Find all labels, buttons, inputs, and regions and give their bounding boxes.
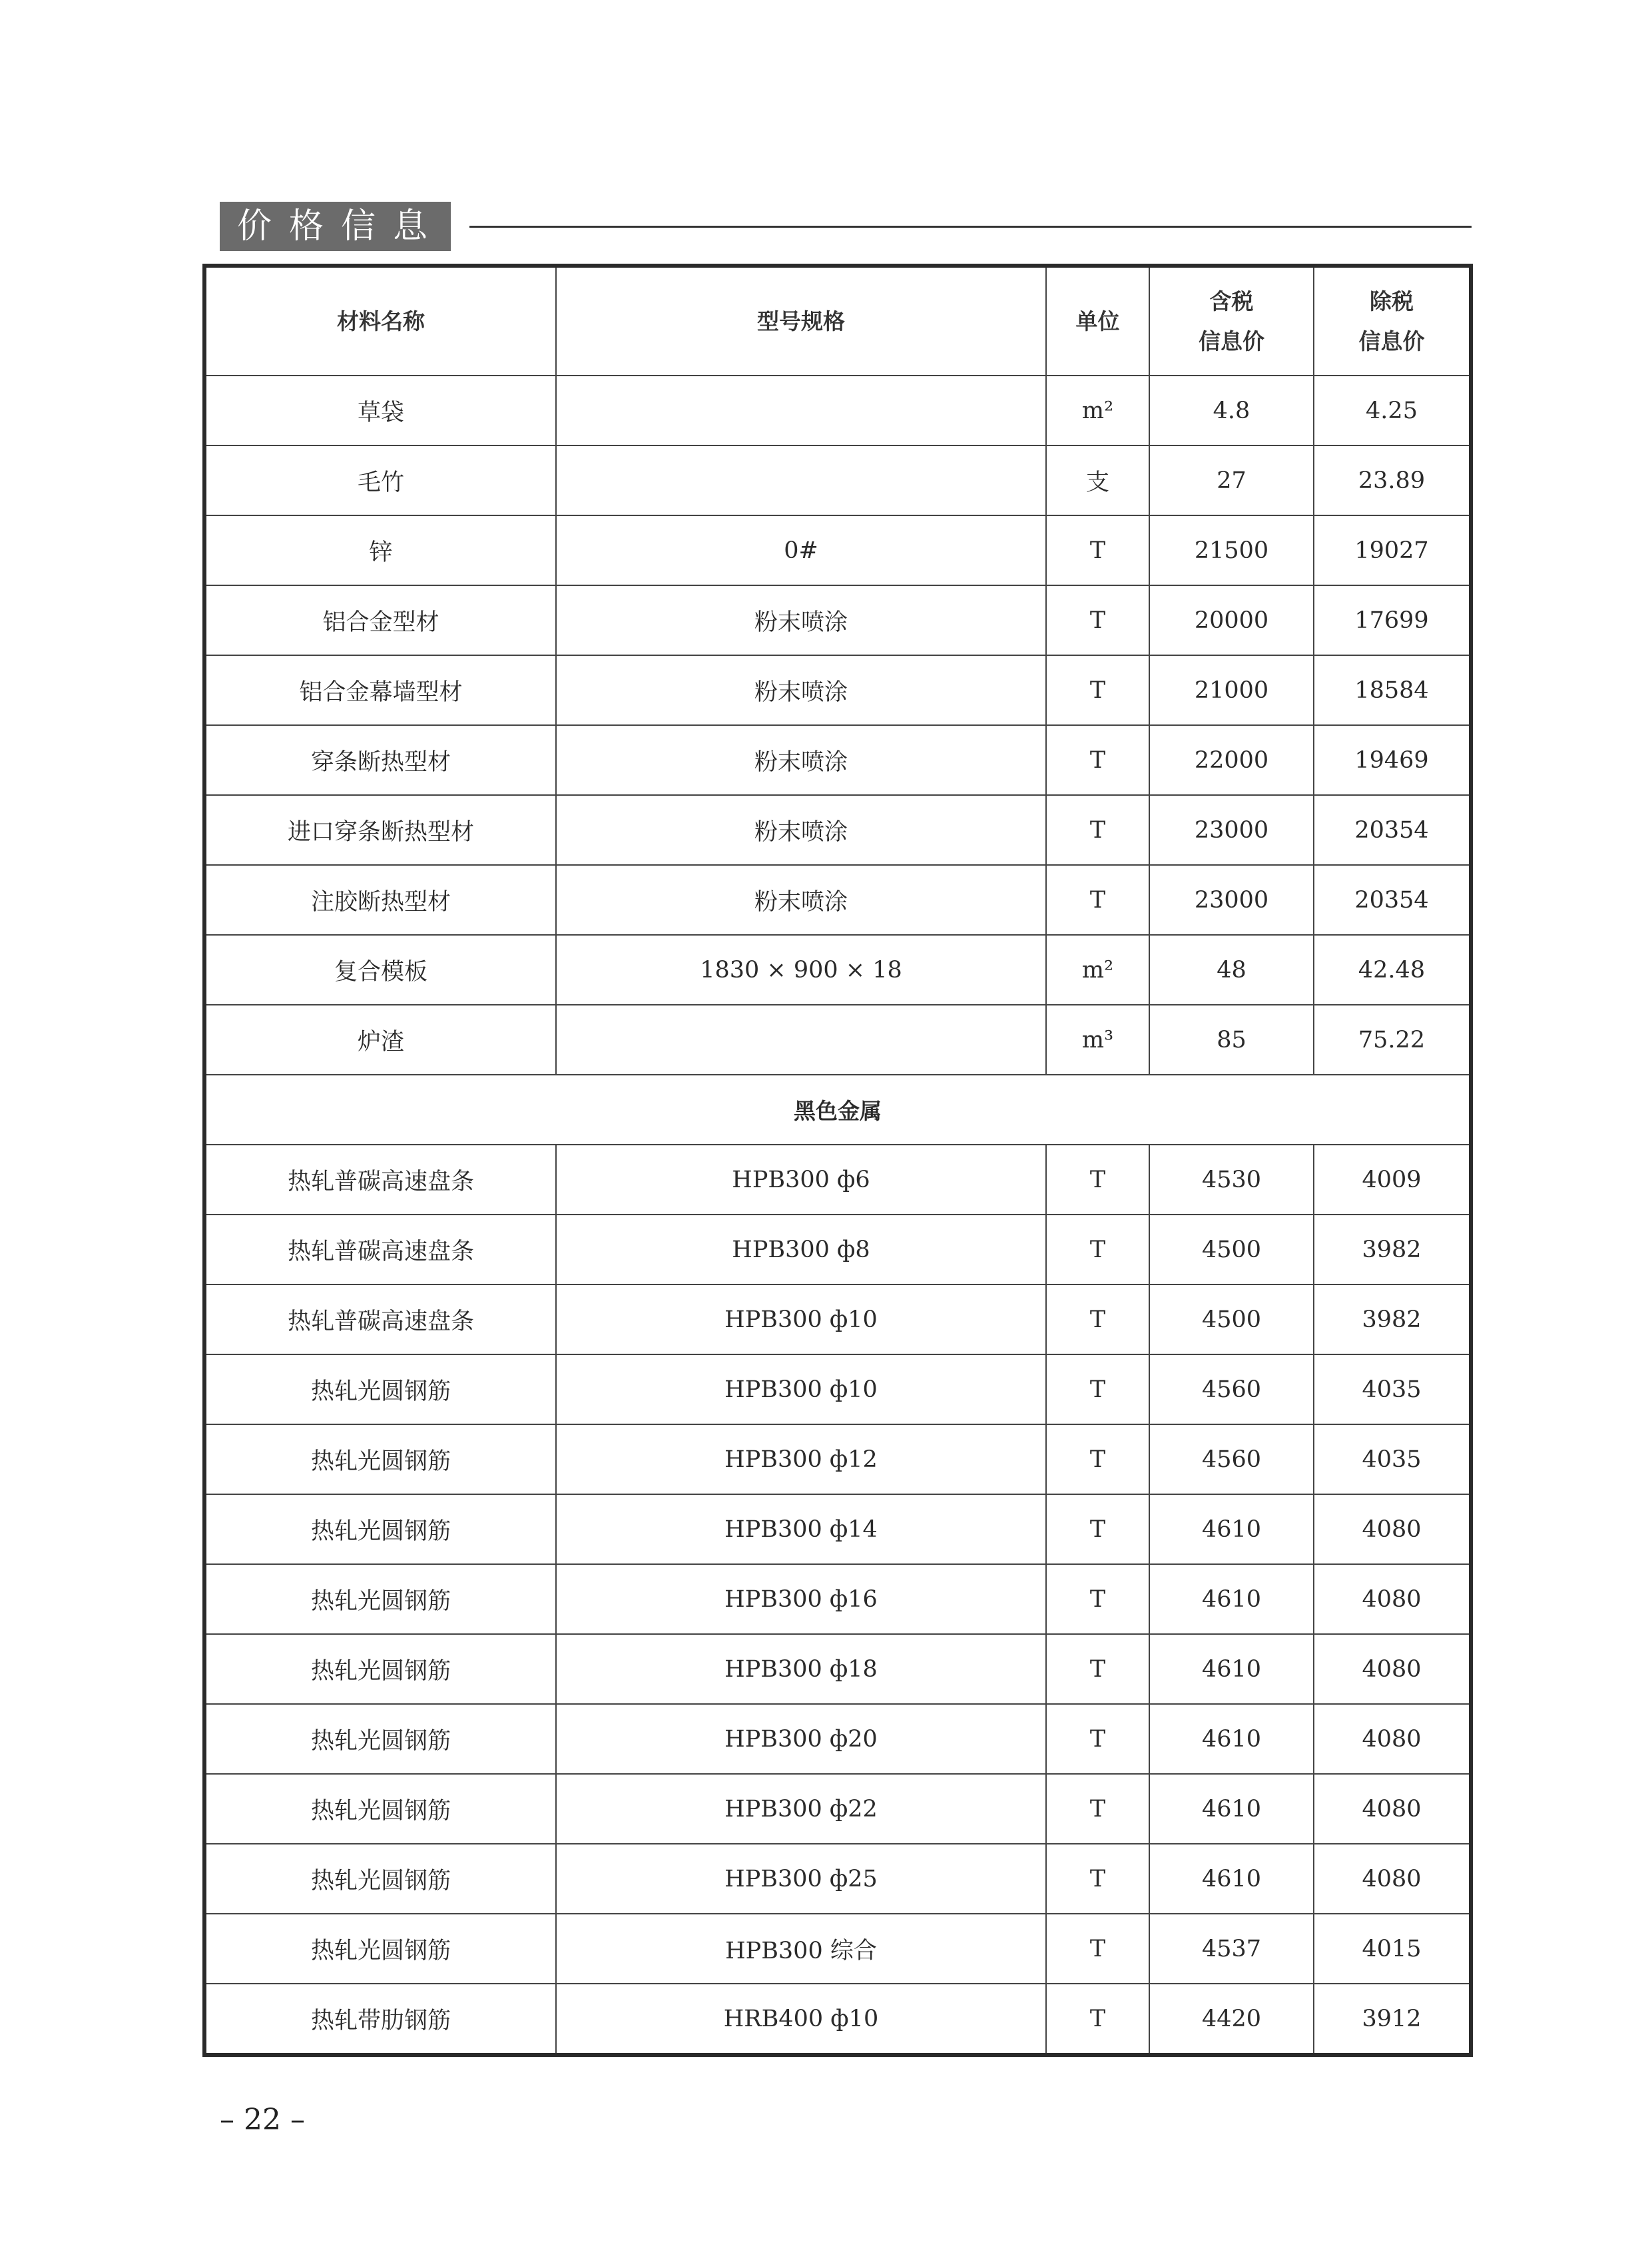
table-row [206,1494,1469,1564]
table-row [206,445,1469,515]
cell-price-with-tax: 27 [1149,445,1314,515]
cell-spec: HPB300 ф20 [556,1704,1046,1774]
table-row [206,1984,1469,2053]
cell-unit: T [1046,1424,1149,1494]
cell-price-with-tax: 4500 [1149,1284,1314,1354]
table-row [206,935,1469,1005]
table-row [206,865,1469,935]
cell-price-without-tax: 4015 [1314,1914,1469,1984]
cell-spec: HPB300 综合 [556,1914,1046,1984]
cell-price-without-tax: 4035 [1314,1354,1469,1424]
cell-spec: HPB300 ф10 [556,1354,1046,1424]
cell-price-with-tax: 21500 [1149,515,1314,585]
table-row [206,725,1469,795]
cell-material-name: 热轧带肋钢筋 [206,1984,556,2053]
table-row [206,376,1469,445]
cell-unit: T [1046,1215,1149,1284]
cell-unit: T [1046,515,1149,585]
column-header-spec: 型号规格 [556,268,1046,376]
cell-price-with-tax: 48 [1149,935,1314,1005]
table-header-row [206,268,1469,376]
cell-material-name: 毛竹 [206,445,556,515]
cell-unit: T [1046,1564,1149,1634]
section-label: 黑色金属 [206,1075,1469,1145]
cell-material-name: 热轧光圆钢筋 [206,1424,556,1494]
header-rule [469,226,1472,228]
cell-material-name: 热轧光圆钢筋 [206,1354,556,1424]
table-row [206,1424,1469,1494]
cell-unit: T [1046,725,1149,795]
cell-material-name: 穿条断热型材 [206,725,556,795]
cell-material-name: 铝合金型材 [206,585,556,655]
cell-material-name: 复合模板 [206,935,556,1005]
cell-price-without-tax: 20354 [1314,865,1469,935]
cell-spec: HPB300 ф10 [556,1284,1046,1354]
table-row [206,655,1469,725]
cell-price-with-tax: 4610 [1149,1844,1314,1914]
cell-material-name: 草袋 [206,376,556,445]
cell-price-with-tax: 4610 [1149,1774,1314,1844]
cell-price-without-tax: 4035 [1314,1424,1469,1494]
cell-price-with-tax: 4610 [1149,1634,1314,1704]
cell-unit: T [1046,585,1149,655]
cell-unit: T [1046,1984,1149,2053]
cell-price-without-tax: 3982 [1314,1215,1469,1284]
cell-price-with-tax: 85 [1149,1005,1314,1075]
cell-price-without-tax: 3912 [1314,1984,1469,2053]
cell-price-with-tax: 4560 [1149,1354,1314,1424]
table-row [206,1914,1469,1984]
table-row [206,1284,1469,1354]
page-number: – 22 – [220,2103,305,2137]
cell-price-with-tax: 4500 [1149,1215,1314,1284]
cell-spec: HPB300 ф18 [556,1634,1046,1704]
cell-material-name: 铝合金幕墙型材 [206,655,556,725]
cell-price-with-tax: 23000 [1149,795,1314,865]
cell-material-name: 热轧普碳高速盘条 [206,1215,556,1284]
cell-price-without-tax: 4080 [1314,1774,1469,1844]
cell-unit: T [1046,795,1149,865]
cell-spec: 粉末喷涂 [556,865,1046,935]
cell-price-without-tax: 19027 [1314,515,1469,585]
cell-unit: T [1046,1284,1149,1354]
cell-material-name: 锌 [206,515,556,585]
cell-material-name: 热轧光圆钢筋 [206,1914,556,1984]
cell-unit: T [1046,1494,1149,1564]
cell-price-with-tax: 22000 [1149,725,1314,795]
cell-material-name: 热轧光圆钢筋 [206,1564,556,1634]
cell-spec: HPB300 ф22 [556,1774,1046,1844]
table-row [206,1145,1469,1215]
cell-price-with-tax: 20000 [1149,585,1314,655]
table-row [206,1354,1469,1424]
cell-spec: HPB300 ф6 [556,1145,1046,1215]
cell-price-with-tax: 23000 [1149,865,1314,935]
cell-unit: T [1046,1914,1149,1984]
cell-price-with-tax: 21000 [1149,655,1314,725]
cell-spec: 粉末喷涂 [556,655,1046,725]
cell-unit: T [1046,865,1149,935]
cell-unit: m² [1046,376,1149,445]
table-row [206,1774,1469,1844]
cell-unit: T [1046,655,1149,725]
cell-price-without-tax: 4080 [1314,1704,1469,1774]
section-title: 价格信息 [220,202,451,251]
table-row [206,515,1469,585]
cell-material-name: 注胶断热型材 [206,865,556,935]
cell-unit: T [1046,1844,1149,1914]
cell-price-without-tax: 23.89 [1314,445,1469,515]
cell-price-with-tax: 4610 [1149,1564,1314,1634]
cell-spec: HPB300 ф14 [556,1494,1046,1564]
table-row [206,1005,1469,1075]
cell-price-without-tax: 75.22 [1314,1005,1469,1075]
cell-spec: HRB400 ф10 [556,1984,1046,2053]
cell-material-name: 热轧光圆钢筋 [206,1704,556,1774]
cell-price-without-tax: 4080 [1314,1844,1469,1914]
cell-unit: T [1046,1634,1149,1704]
cell-unit: m³ [1046,1005,1149,1075]
table-row [206,1704,1469,1774]
cell-price-without-tax: 17699 [1314,585,1469,655]
table-row [206,585,1469,655]
column-header-material-name: 材料名称 [206,268,556,376]
cell-price-without-tax: 42.48 [1314,935,1469,1005]
cell-spec: 粉末喷涂 [556,795,1046,865]
table-body [206,376,1469,2053]
price-table-frame [202,264,1473,2057]
table-row [206,1564,1469,1634]
cell-price-with-tax: 4610 [1149,1494,1314,1564]
cell-price-without-tax: 4080 [1314,1634,1469,1704]
cell-spec [556,376,1046,445]
section-row [206,1075,1469,1145]
cell-unit: T [1046,1354,1149,1424]
cell-price-with-tax: 4530 [1149,1145,1314,1215]
cell-price-without-tax: 3982 [1314,1284,1469,1354]
cell-material-name: 热轧光圆钢筋 [206,1494,556,1564]
price-table [206,268,1469,2053]
cell-spec: 1830 × 900 × 18 [556,935,1046,1005]
cell-price-without-tax: 18584 [1314,655,1469,725]
cell-price-without-tax: 4.25 [1314,376,1469,445]
cell-price-without-tax: 4080 [1314,1564,1469,1634]
cell-unit: 支 [1046,445,1149,515]
cell-material-name: 热轧普碳高速盘条 [206,1145,556,1215]
cell-material-name: 热轧光圆钢筋 [206,1774,556,1844]
cell-spec: HPB300 ф8 [556,1215,1046,1284]
cell-material-name: 热轧普碳高速盘条 [206,1284,556,1354]
cell-spec: HPB300 ф16 [556,1564,1046,1634]
cell-material-name: 热轧光圆钢筋 [206,1634,556,1704]
cell-unit: T [1046,1704,1149,1774]
column-header-price-without-tax: 除税 信息价 [1314,268,1469,376]
cell-unit: m² [1046,935,1149,1005]
cell-material-name: 炉渣 [206,1005,556,1075]
cell-price-without-tax: 19469 [1314,725,1469,795]
table-row [206,1215,1469,1284]
section-header [220,202,1472,255]
cell-price-without-tax: 20354 [1314,795,1469,865]
table-row [206,795,1469,865]
cell-spec: 粉末喷涂 [556,725,1046,795]
cell-price-with-tax: 4420 [1149,1984,1314,2053]
table-row [206,1634,1469,1704]
cell-price-with-tax: 4560 [1149,1424,1314,1494]
table-row [206,1844,1469,1914]
cell-spec: HPB300 ф25 [556,1844,1046,1914]
column-header-unit: 单位 [1046,268,1149,376]
cell-spec: HPB300 ф12 [556,1424,1046,1494]
cell-price-with-tax: 4610 [1149,1704,1314,1774]
cell-material-name: 热轧光圆钢筋 [206,1844,556,1914]
cell-price-with-tax: 4537 [1149,1914,1314,1984]
cell-spec [556,1005,1046,1075]
column-header-price-with-tax: 含税 信息价 [1149,268,1314,376]
cell-material-name: 进口穿条断热型材 [206,795,556,865]
cell-spec [556,445,1046,515]
cell-spec: 0# [556,515,1046,585]
cell-price-without-tax: 4009 [1314,1145,1469,1215]
cell-price-without-tax: 4080 [1314,1494,1469,1564]
cell-price-with-tax: 4.8 [1149,376,1314,445]
cell-unit: T [1046,1774,1149,1844]
cell-spec: 粉末喷涂 [556,585,1046,655]
cell-unit: T [1046,1145,1149,1215]
